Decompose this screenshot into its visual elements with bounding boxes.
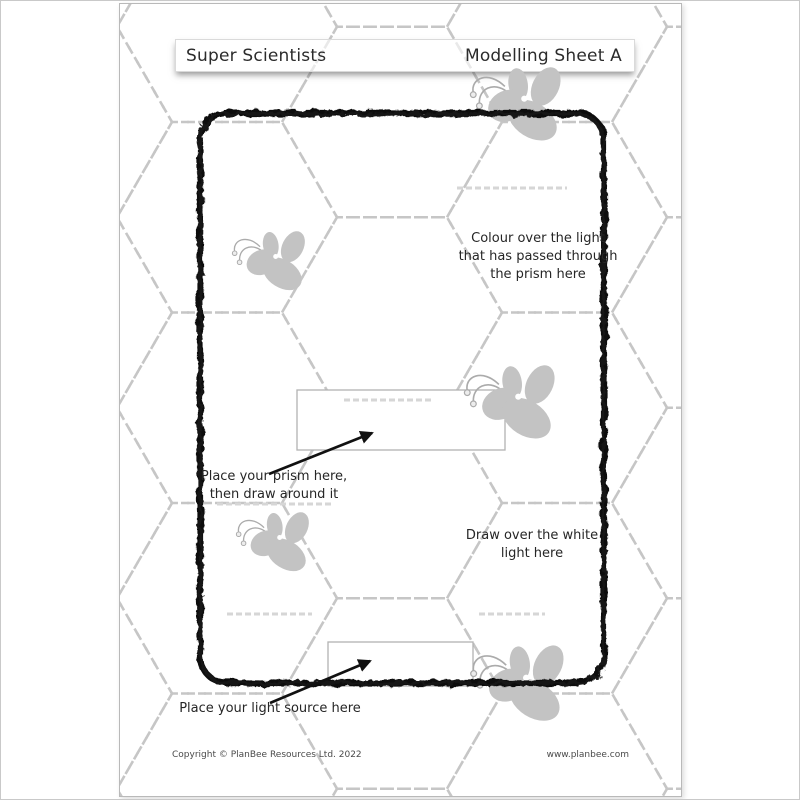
- white-light-instruction: [466, 527, 598, 563]
- instruction-line: Draw over the white: [465, 528, 599, 543]
- light-source-placement-box: [328, 642, 473, 686]
- prism-instruction: [201, 468, 347, 504]
- bee-icon: [236, 508, 313, 578]
- colour-light-instruction: [459, 230, 618, 284]
- sheet-title: Modelling Sheet A: [464, 45, 622, 66]
- bee-icon: [232, 227, 309, 297]
- series-title: Super Scientists: [186, 45, 327, 66]
- instruction-line: Place your prism here,: [200, 469, 348, 484]
- instruction-line: the prism here: [490, 267, 586, 282]
- instruction-line: that has passed through: [458, 249, 618, 264]
- bee-icon: [470, 62, 566, 149]
- instruction-line: light here: [500, 546, 564, 561]
- instruction-line: then draw around it: [209, 487, 339, 502]
- copyright-text: Copyright © PlanBee Resources Ltd. 2022: [172, 750, 362, 760]
- instruction-line: Place your light source here: [179, 701, 361, 716]
- instruction-line: Colour over the light: [471, 231, 605, 246]
- worksheet-page: [119, 3, 682, 797]
- website-link: www.planbee.com: [546, 750, 629, 760]
- light-source-instruction: [179, 700, 361, 718]
- worksheet-artwork: [120, 4, 681, 796]
